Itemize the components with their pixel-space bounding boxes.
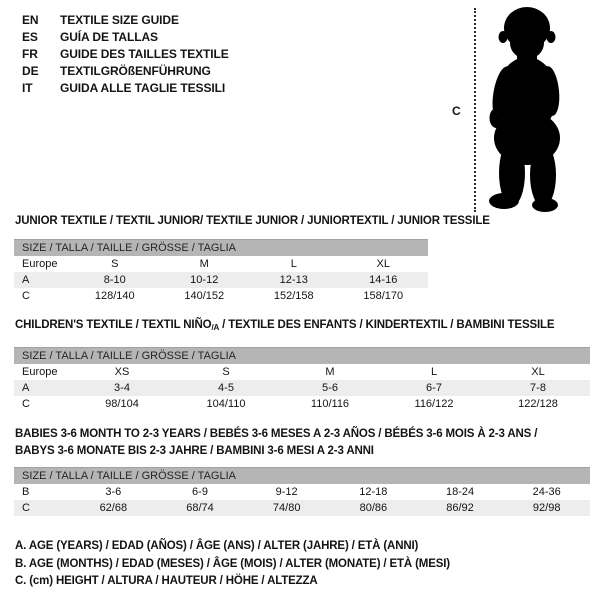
table-cell: 24-36	[532, 486, 561, 498]
language-title: GUIDE DES TAILLES TEXTILE	[60, 47, 229, 61]
babies-title-line2: BABYS 3-6 MONATE BIS 2-3 JAHRE / BAMBINI 3-6 MESI A 2-3 ANNI	[15, 445, 374, 457]
language-row-de	[22, 63, 229, 80]
table-cell: S	[222, 366, 230, 378]
children-title-pre: CHILDREN'S TEXTILE / TEXTIL NIÑO	[15, 319, 212, 331]
table-cell: 92/98	[532, 502, 561, 514]
note-height-cm: C. (cm) HEIGHT / ALTURA / HAUTEUR / HÖHE / ALTEZZA	[15, 575, 318, 587]
language-row-en	[22, 12, 229, 29]
children-title-post: / TEXTILE DES ENFANTS / KINDERTEXTIL / BAMBINI TESSILE	[219, 319, 555, 331]
size-header-bar: SIZE / TALLA / TAILLE / GRÖSSE / TAGLIA	[14, 239, 428, 256]
row-label: C	[22, 290, 30, 302]
row-label: C	[22, 398, 30, 410]
language-code: ES	[22, 30, 38, 44]
language-code: FR	[22, 47, 38, 61]
language-legend	[22, 12, 229, 97]
note-age-months: B. AGE (MONTHS) / EDAD (MESES) / ÂGE (MOIS) / ALTER (MONATE) / ETÀ (MESI)	[15, 557, 450, 570]
table-cell: 110/116	[310, 398, 350, 410]
table-cell: 6-9	[192, 486, 208, 498]
table-cell: 10-12	[190, 274, 219, 286]
table-cell: XL	[531, 366, 545, 378]
children-size-table	[14, 347, 590, 412]
table-cell: 8-10	[103, 274, 126, 286]
row-label: Europe	[22, 258, 58, 270]
language-code: EN	[22, 13, 39, 27]
table-row-age	[14, 380, 590, 396]
table-row-height	[14, 288, 428, 304]
table-cell: XL	[376, 258, 390, 270]
row-label: A	[22, 274, 30, 286]
table-cell: 9-12	[275, 486, 298, 498]
table-cell: 4-5	[218, 382, 234, 394]
language-title: TEXTILGRÖßENFÜHRUNG	[60, 64, 211, 78]
language-title: GUIDA ALLE TAGLIE TESSILI	[60, 81, 226, 95]
language-title: TEXTILE SIZE GUIDE	[60, 13, 179, 27]
legend-notes	[15, 538, 450, 591]
note-age-years: A. AGE (YEARS) / EDAD (AÑOS) / ÂGE (ANS) / ALTER (JAHRE) / ETÀ (ANNI)	[15, 540, 419, 552]
table-cell: M	[199, 258, 209, 270]
table-cell: 140/152	[184, 290, 225, 302]
table-cell: 5-6	[322, 382, 338, 394]
row-label: A	[22, 382, 30, 394]
table-cell: 104/110	[206, 398, 246, 410]
table-row-age	[14, 272, 428, 288]
table-cell: 158/170	[363, 290, 404, 302]
language-row-es	[22, 29, 229, 46]
table-cell: 128/140	[94, 290, 135, 302]
table-cell: L	[430, 366, 438, 378]
table-cell: 3-6	[105, 486, 122, 498]
table-cell: 12-18	[359, 486, 388, 498]
table-cell: XS	[114, 366, 130, 378]
language-row-fr	[22, 46, 229, 63]
language-code: DE	[22, 64, 39, 78]
table-cell: 14-16	[369, 274, 398, 286]
height-measure-dotted-line	[474, 8, 476, 212]
table-cell: 122/128	[518, 398, 558, 410]
table-row-height	[14, 500, 590, 516]
table-cell: 6-7	[426, 382, 442, 394]
table-row-height	[14, 396, 590, 412]
table-cell: 3-4	[114, 382, 130, 394]
size-header-bar: SIZE / TALLA / TAILLE / GRÖSSE / TAGLIA	[14, 347, 590, 364]
size-header-bar: SIZE / TALLA / TAILLE / GRÖSSE / TAGLIA	[14, 467, 590, 484]
table-row-age-months	[14, 484, 590, 500]
baby-silhouette-icon	[480, 5, 575, 213]
row-label: C	[22, 502, 30, 514]
row-label: B	[22, 486, 30, 498]
table-cell: 12-13	[279, 274, 308, 286]
table-cell: 74/80	[272, 502, 301, 514]
table-cell: 152/158	[273, 290, 314, 302]
table-cell: 86/92	[446, 502, 474, 514]
table-row-europe	[14, 364, 590, 380]
language-title: GUÍA DE TALLAS	[60, 30, 158, 44]
table-cell: S	[111, 258, 119, 270]
table-cell: 62/68	[99, 502, 128, 514]
row-label: Europe	[22, 366, 58, 378]
junior-section-title: JUNIOR TEXTILE / TEXTIL JUNIOR/ TEXTILE JUNIOR / JUNIORTEXTIL / JUNIOR TESSILE	[15, 215, 490, 227]
babies-title-line1: BABIES 3-6 MONTH TO 2-3 YEARS / BEBÉS 3-6 MESES A 2-3 AÑOS / BÉBÉS 3-6 MOIS À 2-3 ANS /	[15, 428, 538, 440]
table-cell: 80/86	[359, 502, 388, 514]
table-cell: 98/104	[105, 398, 139, 410]
table-cell: 68/74	[186, 502, 214, 514]
table-cell: 18-24	[445, 486, 475, 498]
table-cell: M	[325, 366, 335, 378]
junior-size-table	[14, 239, 428, 304]
table-row-europe	[14, 256, 428, 272]
height-measure-label: C	[452, 104, 461, 118]
children-section-title	[15, 317, 554, 336]
babies-section-title	[15, 426, 537, 460]
language-code: IT	[22, 81, 33, 95]
babies-size-table	[14, 467, 590, 516]
table-cell: 116/122	[414, 398, 454, 410]
table-cell: 7-8	[530, 382, 546, 394]
children-title-sub: /A	[211, 323, 220, 332]
table-cell: L	[290, 258, 297, 270]
language-row-it	[22, 80, 229, 97]
